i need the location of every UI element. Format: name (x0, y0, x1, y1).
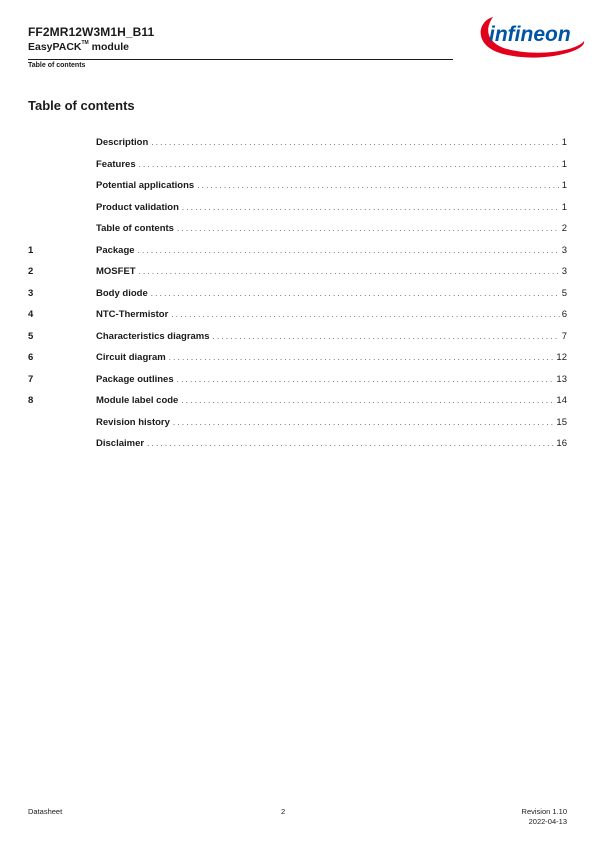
toc-row[interactable] (28, 202, 567, 216)
toc-entry[interactable] (96, 223, 567, 234)
toc-entry[interactable] (96, 137, 567, 148)
toc-page-number[interactable]: 1 (561, 180, 567, 191)
toc-entry[interactable] (96, 180, 567, 191)
toc-dot-leader (139, 161, 560, 169)
toc-row[interactable] (28, 223, 567, 237)
toc-entry-label[interactable]: Circuit diagram (96, 352, 166, 363)
toc-entry-label[interactable]: Characteristics diagrams (96, 330, 210, 342)
toc-entry-label[interactable]: NTC-Thermistor (96, 309, 169, 320)
toc-row[interactable] (28, 417, 567, 431)
toc-page-number[interactable]: 1 (561, 158, 567, 170)
toc-page-number[interactable]: 3 (561, 244, 567, 256)
toc-dot-leader (173, 419, 555, 427)
toc-page-number[interactable]: 16 (556, 438, 567, 449)
footer-page-number: 2 (281, 807, 286, 816)
toc-page-number[interactable]: 14 (556, 395, 567, 406)
toc-section-number: 2 (28, 266, 34, 277)
toc-entry-label[interactable]: Revision history (96, 416, 170, 428)
toc-row[interactable] (28, 266, 567, 280)
toc-section-number: 4 (28, 309, 34, 320)
toc-page-number[interactable]: 13 (556, 373, 567, 385)
toc-entry[interactable] (96, 288, 567, 299)
toc-row[interactable] (28, 137, 567, 151)
toc-entry[interactable] (96, 331, 567, 342)
toc-row[interactable] (28, 288, 567, 302)
toc-entry-label[interactable]: Product validation (96, 201, 179, 213)
toc-page-number[interactable]: 15 (556, 416, 567, 428)
toc-entry[interactable] (96, 202, 567, 213)
toc-row[interactable] (28, 352, 567, 366)
toc-page-number[interactable]: 3 (561, 266, 567, 277)
toc-dot-leader (197, 182, 560, 190)
toc-section-number: 3 (28, 287, 34, 299)
toc-dot-leader (181, 397, 554, 405)
toc-entry[interactable] (96, 352, 567, 363)
toc-page-number[interactable]: 7 (561, 330, 567, 342)
toc-entry[interactable] (96, 417, 567, 428)
toc-entry[interactable] (96, 438, 567, 449)
toc-dot-leader (171, 311, 559, 319)
toc-entry-label[interactable]: Description (96, 137, 149, 148)
toc-row[interactable] (28, 309, 567, 323)
toc-entry-label[interactable]: Potential applications (96, 180, 195, 191)
logo-wordmark: infineon (489, 23, 571, 46)
toc-row[interactable] (28, 374, 567, 388)
toc-page-number[interactable]: 1 (561, 137, 567, 148)
toc-section-number: 7 (28, 373, 34, 385)
toc-entry-label[interactable]: Features (96, 158, 136, 170)
toc-dot-leader (147, 440, 554, 448)
page-heading: Table of contents (28, 98, 135, 113)
toc-page-number[interactable]: 1 (561, 201, 567, 213)
toc-row[interactable] (28, 395, 567, 409)
toc-page-number[interactable]: 5 (561, 287, 567, 299)
toc-dot-leader (182, 204, 560, 212)
toc-page-number[interactable]: 2 (561, 223, 567, 234)
toc-page-number[interactable]: 6 (561, 309, 567, 320)
toc-section-number: 6 (28, 352, 34, 363)
toc-entry-label[interactable]: Body diode (96, 287, 148, 299)
toc-entry-label[interactable]: Module label code (96, 395, 179, 406)
toc-dot-leader (151, 290, 560, 298)
document-title: FF2MR12W3M1H_B11 (28, 25, 155, 39)
toc-entry-label[interactable]: Package outlines (96, 373, 174, 385)
toc-entry-label[interactable]: MOSFET (96, 266, 136, 277)
header-divider (28, 59, 453, 60)
toc-entry-label[interactable]: Disclaimer (96, 438, 145, 449)
trademark-mark: TM (81, 40, 89, 46)
toc-entry[interactable] (96, 374, 567, 385)
footer-doc-type: Datasheet (28, 807, 63, 816)
toc-row[interactable] (28, 331, 567, 345)
header-section-label: Table of contents (28, 62, 86, 69)
toc-dot-leader (139, 268, 560, 276)
toc-row[interactable] (28, 245, 567, 259)
toc-dot-leader (177, 225, 560, 233)
toc-entry[interactable] (96, 159, 567, 170)
toc-entry-label[interactable]: Table of contents (96, 223, 174, 234)
toc-entry[interactable] (96, 395, 567, 406)
toc-section-number: 5 (28, 330, 34, 342)
toc-row[interactable] (28, 180, 567, 194)
subtitle-suffix: module (88, 41, 129, 53)
toc-dot-leader (151, 139, 559, 147)
toc-dot-leader (169, 354, 555, 362)
infineon-logo (477, 11, 587, 61)
toc-row[interactable] (28, 159, 567, 173)
toc-page-number[interactable]: 12 (556, 352, 567, 363)
toc-row[interactable] (28, 438, 567, 452)
toc-dot-leader (138, 247, 560, 255)
toc-entry[interactable] (96, 266, 567, 277)
toc-entry[interactable] (96, 245, 567, 256)
footer-revision: Revision 1.10 (521, 807, 567, 816)
subtitle-product: EasyPACK (28, 41, 82, 53)
toc-section-number: 1 (28, 244, 34, 256)
document-subtitle (28, 41, 129, 53)
toc-dot-leader (177, 376, 555, 384)
toc-entry-label[interactable]: Package (96, 244, 135, 256)
toc-section-number: 8 (28, 395, 34, 406)
toc-dot-leader (213, 333, 560, 341)
footer-date: 2022-04-13 (528, 817, 567, 826)
toc-entry[interactable] (96, 309, 567, 320)
